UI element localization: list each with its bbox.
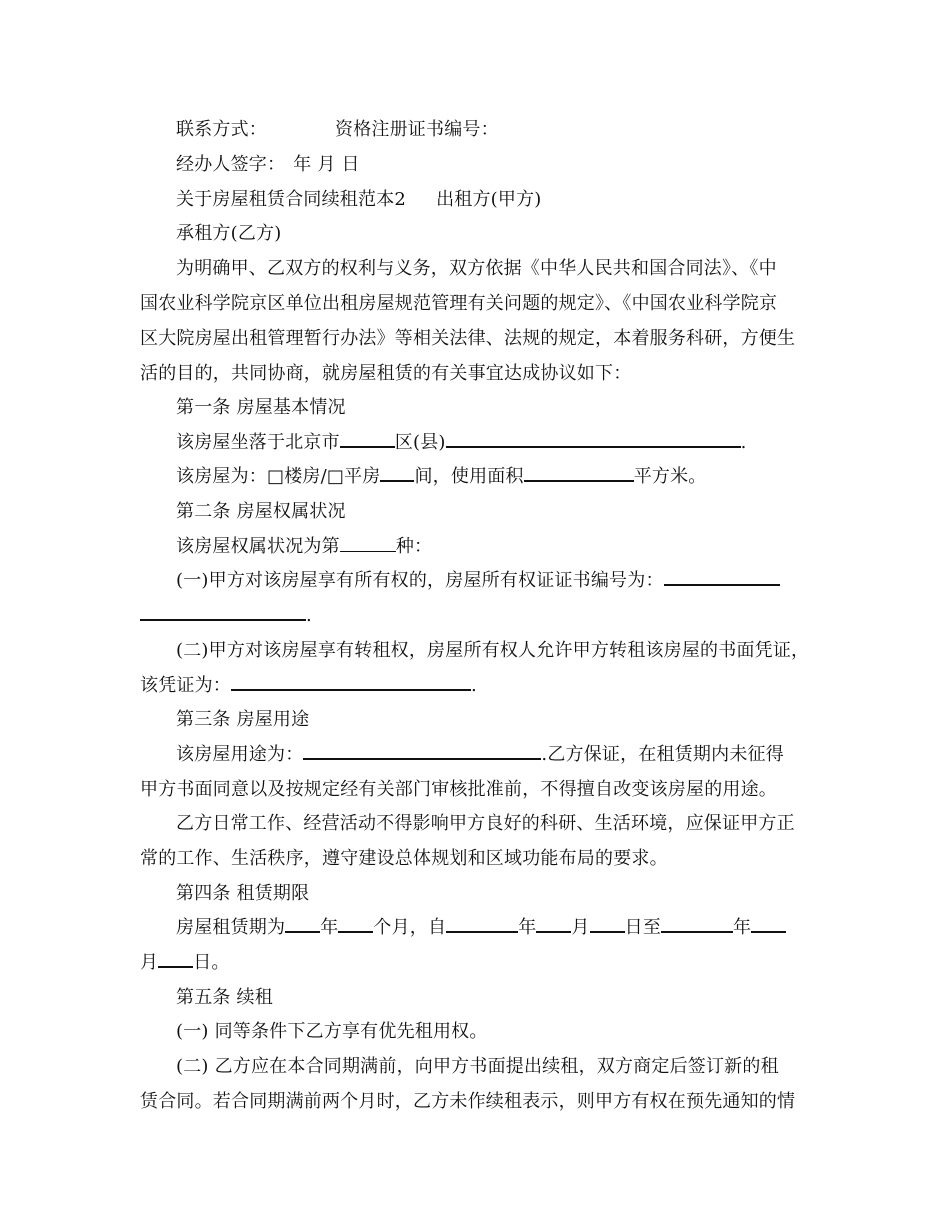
years-blank — [285, 917, 320, 933]
lessor-label: 出租方(甲方) — [436, 189, 542, 210]
voucher-blank — [231, 675, 471, 691]
daily-line: 乙方日常工作、经营活动不得影响甲方良好的科研、生活环境，应保证甲方正 — [176, 813, 795, 834]
end-year-blank — [661, 917, 733, 933]
month-text: 月 — [571, 917, 590, 938]
address-blank — [446, 432, 741, 448]
term-line — [176, 916, 820, 940]
date-label: 年 月 日 — [293, 154, 360, 175]
year-text: 年 — [733, 917, 752, 938]
house-type-text: 该房屋为：□楼房/□平房 — [176, 466, 381, 487]
house-type-line — [176, 465, 820, 489]
ownership-1-continued — [140, 604, 820, 628]
sample-title: 关于房屋租赁合同续租范本2 — [176, 189, 407, 210]
cert-number-label: 资格注册证书编号： — [335, 119, 499, 140]
year-text: 年 — [518, 917, 537, 938]
lessee-line — [176, 222, 820, 246]
month-text: 月 — [140, 952, 159, 973]
use-line — [176, 743, 820, 767]
end-month-blank — [751, 917, 786, 933]
use-guarantee-text: .乙方保证，在租赁期内未征得 — [541, 744, 784, 765]
to-text: 日至 — [624, 917, 662, 938]
paragraph-line: 为明确甲、乙双方的权利与义务，双方依据《中华人民共和国合同法》、《中 — [176, 258, 777, 279]
renewal-2-continued: 赁合同。若合同期满前两个月时，乙方未作续租表示，则甲方有权在预先通知的情 — [140, 1091, 796, 1112]
period-text: . — [306, 605, 312, 626]
cert-blank — [664, 570, 780, 586]
ownership-text: 该房屋权属状况为第 — [176, 536, 340, 557]
start-year-blank — [446, 917, 518, 933]
ownership-blank — [340, 537, 396, 552]
location-line — [176, 431, 820, 455]
use-text: 该房屋用途为： — [176, 744, 304, 765]
lessee-label: 承租方(乙方) — [176, 223, 282, 244]
renewal-1-line: (一) 同等条件下乙方享有优先租用权。 — [176, 1021, 488, 1042]
ownership-1-line — [176, 569, 820, 593]
area-text: 间，使用面积 — [414, 466, 524, 487]
year-text: 年 — [320, 917, 339, 938]
district-text: 区(县) — [394, 432, 446, 453]
article-2-heading: 第二条 房屋权属状况 — [176, 501, 346, 522]
paragraph-line: 活的目的，共同协商，就房屋租赁的有关事宜达成协议如下： — [140, 363, 632, 384]
signature-label: 经办人签字： — [176, 154, 286, 175]
article-5-heading: 第五条 续租 — [176, 987, 273, 1008]
period-text: . — [740, 432, 747, 453]
district-blank — [340, 432, 395, 448]
daily-continued: 常的工作、生活秩序，遵守建设总体规划和区域功能布局的要求。 — [140, 848, 668, 869]
paragraph-line: 区大院房屋出租管理暂行办法》等相关法律、法规的规定，本着服务科研，方便生 — [140, 328, 796, 349]
ownership-suffix: 种： — [395, 536, 433, 557]
contact-line — [176, 118, 820, 142]
article-1-heading: 第一条 房屋基本情况 — [176, 397, 346, 418]
article-3-heading: 第三条 房屋用途 — [176, 709, 310, 730]
contact-label: 联系方式： — [176, 119, 267, 140]
voucher-text: 该凭证为： — [140, 675, 231, 696]
end-day-blank — [158, 952, 193, 968]
article-4-heading: 第四条 租赁期限 — [176, 883, 310, 904]
term-continued — [140, 951, 820, 975]
title-line — [176, 188, 820, 212]
renewal-2-line: (二) 乙方应在本合同期满前，向甲方书面提出续租，双方商定后签订新的租 — [176, 1056, 779, 1077]
rooms-blank — [380, 466, 414, 482]
area-blank — [524, 466, 634, 482]
use-continued: 甲方书面同意以及按规定经有关部门审核批准前，不得擅自改变该房屋的用途。 — [140, 779, 777, 800]
cert-blank-continued — [140, 605, 306, 621]
ownership-2-line: (二)甲方对该房屋享有转租权，房屋所有权人允许甲方转租该房屋的书面凭证， — [176, 640, 810, 661]
use-blank — [303, 744, 541, 760]
ownership-type-line — [176, 535, 820, 559]
day-text: 日。 — [193, 952, 230, 973]
unit-text: 平方米。 — [633, 466, 707, 487]
period-text: . — [471, 675, 477, 696]
term-text: 房屋租赁期为 — [176, 917, 286, 938]
start-month-blank — [536, 917, 571, 933]
paragraph-line: 国农业科学院京区单位出租房屋规范管理有关问题的规定》、《中国农业科学院京 — [140, 293, 778, 314]
location-text: 该房屋坐落于北京市 — [176, 432, 340, 453]
from-text: 个月，自 — [373, 917, 447, 938]
months-blank — [338, 917, 373, 933]
ownership-2-continued — [140, 674, 820, 698]
signature-line — [176, 153, 820, 177]
start-day-blank — [590, 917, 625, 933]
ownership-1-text: (一)甲方对该房屋享有所有权的，房屋所有权证证书编号为： — [176, 570, 664, 591]
